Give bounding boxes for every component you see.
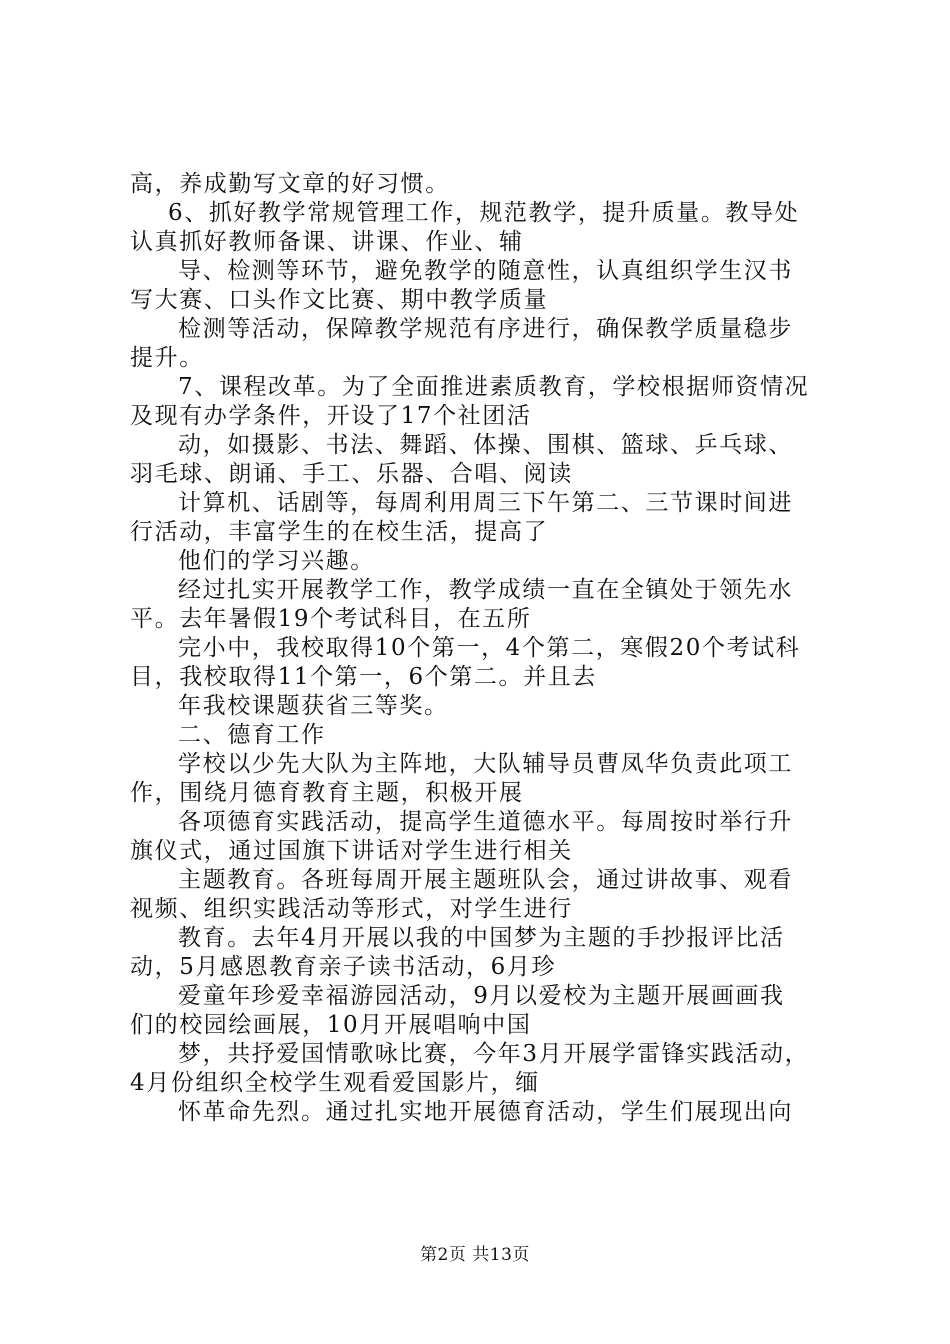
text-line: 经过扎实开展教学工作，教学成绩一直在全镇处于领先水 — [178, 577, 793, 603]
text-line: 作，围绕月德育教育主题，积极开展 — [130, 780, 524, 806]
text-line: 爱童年珍爱幸福游园活动，9月以爱校为主题开展画画我 — [178, 983, 785, 1009]
text-line: 们的校园绘画展，10月开展唱响中国 — [130, 1012, 532, 1038]
text-line: 计算机、话剧等，每周利用周三下午第二、三节课时间进 — [178, 490, 793, 516]
text-line: 动，5月感恩教育亲子读书活动，6月珍 — [130, 954, 557, 980]
text-line: 目，我校取得11个第一，6个第二。并且去 — [130, 664, 597, 690]
text-line: 羽毛球、朗诵、手工、乐器、合唱、阅读 — [130, 461, 573, 487]
text-line: 写大赛、口头作文比赛、期中教学质量 — [130, 287, 549, 313]
text-line: 及现有办学条件，开设了17个社团活 — [130, 403, 532, 429]
body-text — [130, 170, 840, 1127]
text-line: 完小中，我校取得10个第一，4个第二，寒假20个考试科 — [178, 635, 801, 661]
text-line: 提升。 — [130, 345, 204, 371]
text-line: 检测等活动，保障教学规范有序进行，确保教学质量稳步 — [178, 316, 793, 342]
text-line: 怀革命先烈。通过扎实地开展德育活动，学生们展现出向 — [178, 1099, 793, 1125]
text-line: 动，如摄影、书法、舞蹈、体操、围棋、篮球、乒乓球、 — [178, 432, 793, 458]
text-line: 教育。去年4月开展以我的中国梦为主题的手抄报评比活 — [178, 925, 785, 951]
text-line: 他们的学习兴趣。 — [178, 548, 375, 574]
text-line: 视频、组织实践活动等形式，对学生进行 — [130, 896, 573, 922]
page-number-footer: 第2页 共13页 — [420, 1245, 530, 1265]
text-line: 平。去年暑假19个考试科目，在五所 — [130, 606, 532, 632]
text-line: 主题教育。各班每周开展主题班队会，通过讲故事、观看 — [178, 867, 793, 893]
text-line: 旗仪式，通过国旗下讲话对学生进行相关 — [130, 838, 573, 864]
text-line: 学校以少先大队为主阵地，大队辅导员曹凤华负责此项工 — [178, 751, 793, 777]
text-line: 4月份组织全校学生观看爱国影片，缅 — [130, 1070, 540, 1096]
section-heading: 二、德育工作 — [178, 722, 326, 748]
text-line: 6、抓好教学常规管理工作，规范教学，提升质量。教导处 — [168, 200, 800, 226]
text-line: 高，养成勤写文章的好习惯。 — [130, 171, 450, 197]
text-line: 年我校课题获省三等奖。 — [178, 693, 449, 719]
text-line: 梦，共抒爱国情歌咏比赛，今年3月开展学雷锋实践活动， — [178, 1041, 810, 1067]
text-line: 各项德育实践活动，提高学生道德水平。每周按时举行升 — [178, 809, 793, 835]
text-line: 认真抓好教师备课、讲课、作业、辅 — [130, 229, 524, 255]
text-line: 7、课程改革。为了全面推进素质教育，学校根据师资情况 — [178, 374, 810, 400]
text-line: 行活动，丰富学生的在校生活，提高了 — [130, 519, 549, 545]
text-line: 导、检测等环节，避免教学的随意性，认真组织学生汉书 — [178, 258, 793, 284]
